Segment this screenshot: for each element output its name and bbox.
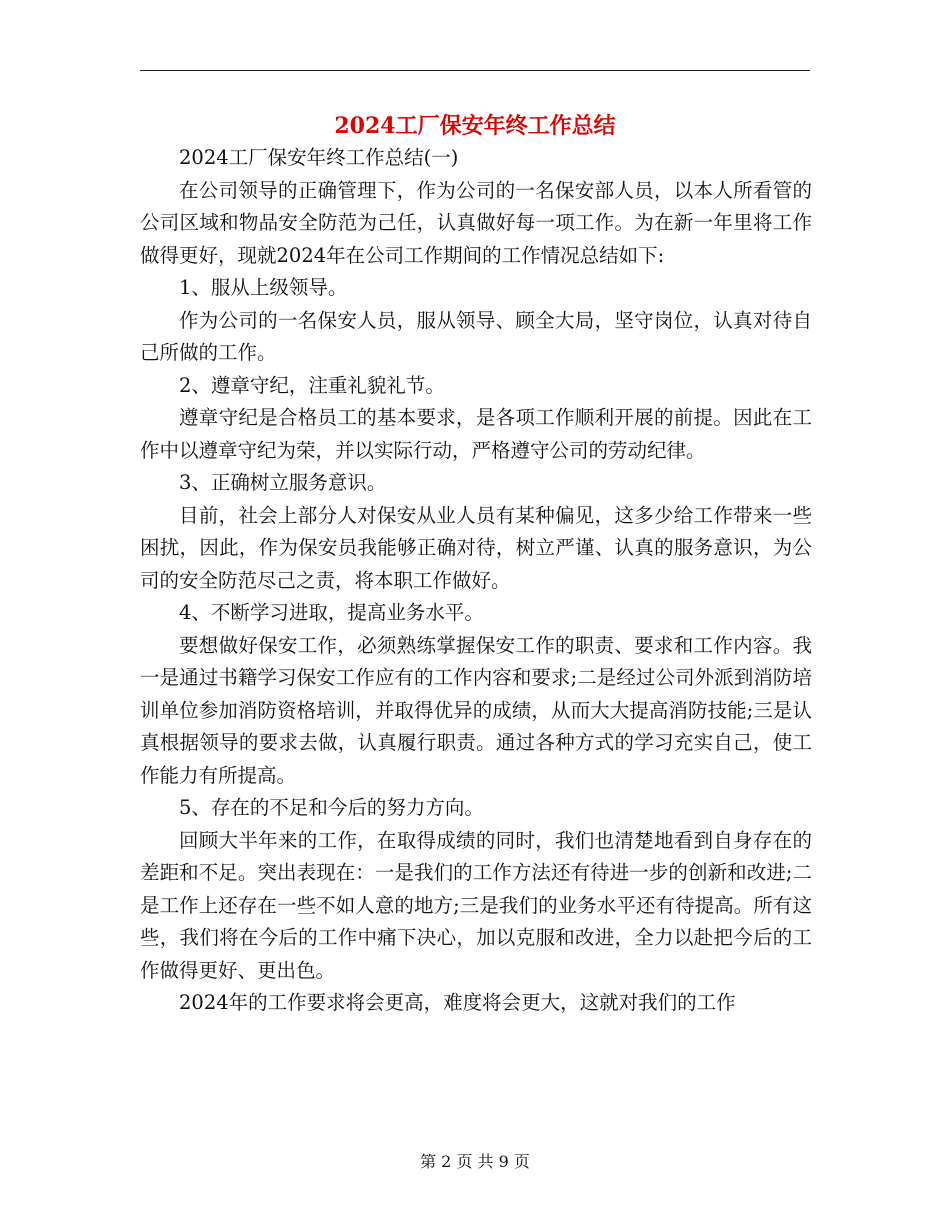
paragraph: 在公司领导的正确管理下，作为公司的一名保安部人员，以本人所看管的公司区域和物品安全防范为己任，认真做好每一项工作。为在新一年里将工作做得更好，现就2024年在公司工作期间的工作情况总结如下: <box>140 178 812 267</box>
section-heading: 3、正确树立服务意识。 <box>179 471 387 494</box>
section-heading: 4、不断学习进取，提高业务水平。 <box>179 601 484 624</box>
document-title: 2024工厂保安年终工作总结 <box>334 113 616 139</box>
paragraph: 要想做好保安工作，必须熟练掌握保安工作的职责、要求和工作内容。我一是通过书籍学习保安工作应有的工作内容和要求;二是经过公司外派到消防培训单位参加消防资格培训，并取得优异的成绩，从而大大提高消防技能;三是认真根据领导的要求去做，认真履行职责。通过各种方式的学习充实自己，使工作能力有所提高。 <box>140 633 812 787</box>
paragraph: 目前，社会上部分人对保安从业人员有某种偏见，这多少给工作带来一些困扰，因此，作为保安员我能够正确对待，树立严谨、认真的服务意识，为公司的安全防范尽己之责，将本职工作做好。 <box>140 503 812 592</box>
paragraph: 2024工厂保安年终工作总结(一) <box>179 146 459 169</box>
section-heading: 1、服从上级领导。 <box>179 276 348 299</box>
paragraph: 遵章守纪是合格员工的基本要求，是各项工作顺利开展的前提。因此在工作中以遵章守纪为荣，并以实际行动，严格遵守公司的劳动纪律。 <box>140 406 812 462</box>
section-heading: 5、存在的不足和今后的努力方向。 <box>179 796 484 819</box>
section-heading: 2、遵章守纪，注重礼貌礼节。 <box>179 373 445 397</box>
document-body <box>140 142 812 1020</box>
paragraph: 2024年的工作要求将会更高，难度将会更大，这就对我们的工作 <box>179 991 736 1014</box>
header-rule <box>140 70 810 71</box>
page-footer: 第 2 页 共 9 页 <box>420 1152 530 1171</box>
paragraph: 作为公司的一名保安人员，服从领导、顾全大局，坚守岗位，认真对待自己所做的工作。 <box>140 308 812 364</box>
paragraph: 回顾大半年来的工作，在取得成绩的同时，我们也清楚地看到自身存在的差距和不足。突出表现在：一是我们的工作方法还有待进一步的创新和改进;二是工作上还存在一些不如人意的地方;三是我们的业务水平还有待提高。所有这些，我们将在今后的工作中痛下决心，加以克服和改进，全力以赴把今后的工作做得更好、更出色。 <box>140 828 812 982</box>
